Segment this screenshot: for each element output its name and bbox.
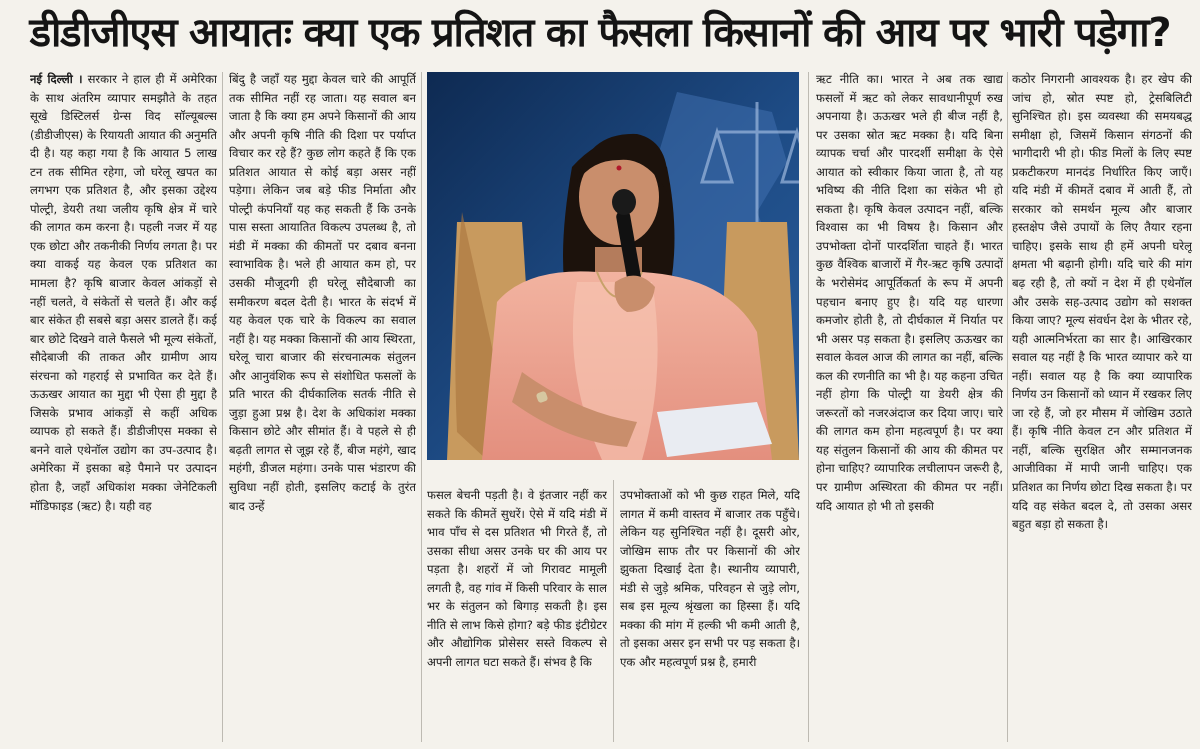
article-column-6: [1012, 70, 1192, 745]
speaker-photo-illustration: [427, 72, 799, 460]
article-column-5: [816, 70, 1003, 745]
column-6-text: कठोर निगरानी आवश्यक है। हर खेप की जांच हो, स्रोत स्पष्ट हो, ट्रेसबिलिटी सुनिश्चित हो। इस व्यवस्था की समयबद्ध समीक्षा हो, जिसमें किसान संगठनों की भागीदारी भी हो। फीड मिलों के लिए स्पष्ट प्रकटीकरण मानदंड निर्धारित किए जाएँ। यदि मंडी में कीमतें दबाव में आती हैं, तो सरकार को समर्थन मूल्य और बाजार हस्तक्षेप जैसे उपायों के लिए तैयार रहना चाहिए। इसके साथ ही हमें अपनी घरेलू क्षमता भी बढ़ानी होगी। यदि चारे की मांग बढ़ रही है, तो क्यों न देश में ही एथेनॉल और उसके सह-उत्पाद उद्योग को सशक्त किया जाए? मूल्य संवर्धन देश के भीतर रहे, यही आत्मनिर्भरता का सार है। आखिरकार सवाल यह नहीं है कि भारत व्यापार करे या नहीं। सवाल यह है कि क्या व्यापारिक निर्णय उन किसानों को ध्यान में रखकर लिए जा रहे हैं, जो हर मौसम में जोखिम उठाते हैं। कृषि नीति केवल टन और प्रतिशत में नहीं, बल्कि सुरक्षित और सम्मानजनक आजीविका में मापी जानी चाहिए। एक प्रतिशत का निर्णय छोटा दिख सकता है। पर यदि वह संकेत बदल दे, तो उसका असर बहुत बड़ा हो सकता है।: [1012, 72, 1192, 532]
column-2-text: बिंदु है जहाँ यह मुद्दा केवल चारे की आपूर्ति तक सीमित नहीं रह जाता। यह सवाल बन जाता है कि क्या हम अपने किसानों की आय और अपनी कृषि नीति की दिशा पर पर्याप्त विचार कर रहे हैं? कुछ लोग कहते हैं कि एक प्रतिशत आयात से कोई बड़ा असर नहीं पड़ेगा। लेकिन जब बड़े फीड निर्माता और पोल्ट्री कंपनियाँ यह कह सकती हैं कि उनके पास सस्ता आयातित विकल्प उपलब्ध है, तो मंडी में मक्का की कीमतों पर दबाव बनना स्वाभाविक है। भले ही आयात कम हो, पर उसकी मौजूदगी ही घरेलू सौदेबाजी का समीकरण बदल देती है। भारत के संदर्भ में यह केवल एक चारे के विकल्प का सवाल नहीं है। यह मक्का किसानों की आय स्थिरता, घरेलू चारा बाजार की संरचनात्मक संतुलन और आनुवंशिक रूप से संशोधित फसलों के प्रति भारत की दीर्घकालिक सतर्क नीति से जुड़ा हुआ प्रश्न है। देश के अधिकांश मक्का किसान छोटे और सीमांत हैं। वे पहले से ही बढ़ती लागत से जूझ रहे हैं, बीज महंगे, खाद महंगी, डीजल महंगा। उनके पास भंडारण की सुविधा नहीं होती, इसलिए कटाई के तुरंत बाद उन्हें: [229, 72, 416, 513]
article-column-3: [427, 486, 607, 744]
article-column-2: [229, 70, 416, 745]
column-3-text: फसल बेचनी पड़ती है। वे इंतजार नहीं कर सकते कि कीमतें सुधरें। ऐसे में यदि मंडी में भाव पाँच से दस प्रतिशत भी गिरते हैं, तो उसका सीधा असर उनके घर की आय पर पड़ता है। शहरों में जो गिरावट मामूली लगती है, वह गांव में किसी परिवार के साल भर के संतुलन को बिगाड़ सकती है। इस नीति से लाभ किसे होगा? बड़े फीड इंटीग्रेटर और औद्योगिक प्रोसेसर सस्ते विकल्प से अपनी लागत घटा सकते हैं। संभव है कि: [427, 488, 607, 669]
article-column-1: [30, 70, 217, 745]
headline: डीडीजीएस आयातः क्या एक प्रतिशत का फैसला किसानों की आय पर भारी पड़ेगा?: [29, 10, 1171, 56]
article-column-4: [620, 486, 800, 744]
article-photo: [427, 72, 799, 460]
column-4-text: उपभोक्ताओं को भी कुछ राहत मिले, यदि लागत में कमी वास्तव में बाजार तक पहुँचे। लेकिन यह सुनिश्चित नहीं है। दूसरी ओर, जोखिम साफ तौर पर किसानों की ओर झुकता दिखाई देता है। स्थानीय व्यापारी, मंडी से जुड़े श्रमिक, परिवहन से जुड़े लोग, सब इस मूल्य श्रृंखला का हिस्सा हैं। यदि मक्का की मांग में हल्की भी कमी आती है, तो इसका असर इन सभी पर पड़ सकता है। एक और महत्वपूर्ण प्रश्न है, हमारी: [620, 488, 800, 669]
dateline: नई दिल्ली ।: [30, 72, 83, 86]
column-5-text: ऋट नीति का। भारत ने अब तक खाद्य फसलों में ऋट को लेकर सावधानीपूर्ण रुख अपनाया है। ऊऊखर भले ही बीज नहीं है, पर उसका स्रोत ऋट मक्का है। यदि बिना व्यापक चर्चा और पारदर्शी समीक्षा के ऐसे आयात को स्वीकार किया जाता है, तो यह भविष्य की नीति दिशा का संकेत भी हो सकता है। कृषि केवल उत्पादन नहीं, बल्कि विश्वास का भी विषय है। किसान और उपभोक्ता दोनों पारदर्शिता चाहते हैं। भारत कुछ वैश्विक बाजारों में गैर-ऋट कृषि उत्पादों के भरोसेमंद आपूर्तिकर्ता के रूप में अपनी पहचान बनाए हुए है। यदि यह धारणा कमजोर होती है, तो दीर्घकाल में निर्यात पर भी असर पड़ सकता है। इसलिए ऊऊखर का सवाल केवल आज की लागत का नहीं, बल्कि कल की रणनीति का भी है। यह कहना उचित नहीं होगा कि पोल्ट्री या डेयरी क्षेत्र की जरूरतों को नजरअंदाज कर दिया जाए। चारे की लागत कम होना महत्वपूर्ण है। पर क्या यह संतुलन किसानों की आय की कीमत पर होना चाहिए? व्यापारिक लचीलापन जरूरी है, पर ग्रामीण अस्थिरता की कीमत पर नहीं। यदि आयात हो भी तो इसकी: [816, 72, 1003, 513]
column-divider: [421, 72, 422, 742]
column-divider: [222, 72, 223, 742]
column-divider: [808, 72, 809, 742]
column-divider: [613, 480, 614, 742]
column-divider: [1007, 72, 1008, 742]
column-1-text: सरकार ने हाल ही में अमेरिका के साथ अंतरिम व्यापार समझौते के तहत सूखे डिस्टिलर्स ग्रेन्स विद सॉल्यूबल्स (डीडीजीएस) के रियायती आयात की अनुमति दी है। यह कहा गया है कि आयात 5 लाख टन तक सीमित रहेगा, जो घरेलू खपत का लगभग एक प्रतिशत है, और इसका उद्देश्य पोल्ट्री, डेयरी तथा जलीय कृषि क्षेत्र में चारे की लागत कम करना है। पहली नजर में यह एक छोटा और तकनीकी निर्णय लगता है। पर क्या वाकई यह केवल एक प्रतिशत का मामला है? कृषि बाजार केवल आंकड़ों से नहीं चलते, वे संकेतों से चलते हैं। और कई बार संकेत ही सबसे बड़ा असर डालते हैं। कई बार छोटे दिखने वाले फैसले भी मूल्य संकेतों, सौदेबाजी की ताकत और ग्रामीण आय संरचना को गहराई से प्रभावित कर देते हैं। ऊऊखर आयात का मुद्दा भी ऐसा ही मुद्दा है जिसके प्रभाव आंकड़ों से कहीं अधिक व्यापक हो सकते हैं। डीडीजीएस मक्का से बनने वाले एथेनॉल उद्योग का उप-उत्पाद है। अमेरिका में इसका बड़े पैमाने पर उत्पादन होता है, जहाँ अधिकांश मक्का जेनेटिकली मॉडिफाइड (ऋट) है। यही वह: [30, 72, 217, 513]
